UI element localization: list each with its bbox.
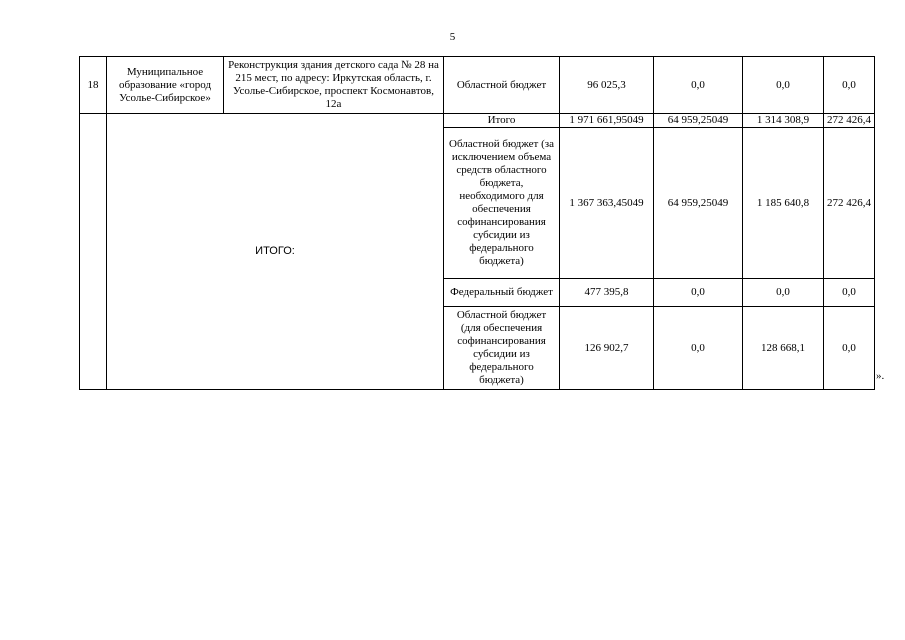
amount-cell-4: 272 426,4 bbox=[824, 128, 875, 279]
amount-cell-3: 0,0 bbox=[743, 279, 824, 307]
table-row-18 bbox=[80, 57, 875, 114]
amount-cell-1: 96 025,3 bbox=[560, 57, 654, 114]
amount-cell-2: 0,0 bbox=[654, 279, 743, 307]
amount-cell-2: 0,0 bbox=[654, 57, 743, 114]
budget-source-cell: Областной бюджет bbox=[444, 57, 560, 114]
amount-cell-3: 0,0 bbox=[743, 57, 824, 114]
budget-source-cell: Федеральный бюджет bbox=[444, 279, 560, 307]
amount-cell-4: 272 426,4 bbox=[824, 114, 875, 128]
amount-cell-3: 128 668,1 bbox=[743, 307, 824, 390]
municipality-cell: Муниципальное образование «город Усолье-Сибирское» bbox=[107, 57, 224, 114]
amount-cell-3: 1 314 308,9 bbox=[743, 114, 824, 128]
amount-cell-4: 0,0 bbox=[824, 279, 875, 307]
budget-source-cell: Итого bbox=[444, 114, 560, 128]
page-number: 5 bbox=[449, 31, 456, 43]
budget-source-cell: Областной бюджет (для обеспечения софинансирования субсидии из федерального бюджета) bbox=[444, 307, 560, 390]
closing-quote-mark: ». bbox=[876, 370, 885, 382]
amount-cell-1: 1 367 363,45049 bbox=[560, 128, 654, 279]
amount-cell-4: 0,0 bbox=[824, 57, 875, 114]
amount-cell-1: 477 395,8 bbox=[560, 279, 654, 307]
amount-cell-2: 64 959,25049 bbox=[654, 114, 743, 128]
amount-cell-2: 64 959,25049 bbox=[654, 128, 743, 279]
project-cell: Реконструкция здания детского сада № 28 на 215 мест, по адресу: Иркутская область, г. Усолье-Сибирское, проспект Космонавтов, 12а bbox=[224, 57, 444, 114]
budget-source-cell: Областной бюджет (за исключением объема средств областного бюджета, необходимого для обеспечения софинансирования субсидии из федерального бюджета) bbox=[444, 128, 560, 279]
amount-cell-3: 1 185 640,8 bbox=[743, 128, 824, 279]
total-empty-cell bbox=[80, 114, 107, 390]
total-row bbox=[80, 114, 875, 128]
amount-cell-4: 0,0 bbox=[824, 307, 875, 390]
total-label: ИТОГО: bbox=[107, 114, 444, 390]
amount-cell-2: 0,0 bbox=[654, 307, 743, 390]
row-number-cell: 18 bbox=[80, 57, 107, 114]
budget-table bbox=[79, 56, 875, 390]
amount-cell-1: 126 902,7 bbox=[560, 307, 654, 390]
amount-cell-1: 1 971 661,95049 bbox=[560, 114, 654, 128]
